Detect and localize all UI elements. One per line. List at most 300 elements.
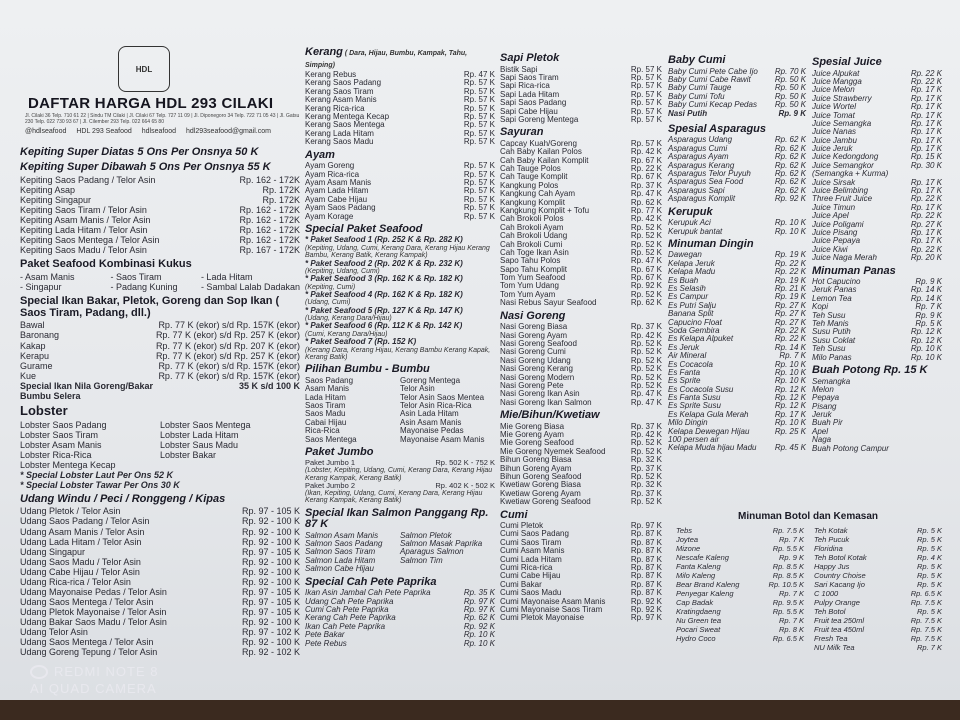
item-price: Rp. 12 K [910, 327, 942, 337]
item-name: Cumi Lada Hitam [500, 554, 562, 564]
item-price: Rp. 17 K [910, 110, 942, 120]
item-price: Rp. 19 K [774, 275, 806, 285]
item-price: Rp. 52 K [630, 355, 662, 365]
botol-item [676, 598, 804, 607]
botol-item [676, 535, 804, 544]
lobster-item: Lobster Saus Madu [160, 439, 239, 450]
cah-pete-item [305, 640, 495, 648]
item-name: Kerupuk Aci [668, 218, 711, 228]
item-name: Sapi Cabe Hijau [500, 106, 558, 116]
kepiting-item [20, 245, 300, 255]
item-price: Rp. 17 K [774, 409, 806, 419]
item-price: Rp. 162 - 172K [239, 225, 300, 236]
pilihan-bumbu-item: Telor Asin [400, 384, 435, 394]
pilihan-bumbu-item: Telor Asin Rica-Rica [400, 400, 472, 410]
item-name: Kopi [812, 302, 829, 312]
item-name: Special Ikan Nila Goreng/Bakar [20, 380, 154, 391]
pilihan-bumbu-grid [305, 377, 495, 444]
item-name: Udang Bakar Saos Madu / Telor Asin [20, 617, 167, 628]
section-heading-minuman-botol: Minuman Botol dan Kemasan [738, 511, 879, 522]
item-price: Rp. 10 K [774, 218, 806, 228]
botol-item [814, 526, 942, 535]
paket-jumbo-list [305, 459, 495, 504]
paket-item: * Paket Seafood 1 (Rp. 252 K & Rp. 282 K) [305, 235, 463, 245]
item-price: Rp. 50 K [774, 91, 806, 101]
buah-item: Pepaya [812, 393, 840, 403]
item-price: Rp. 7 K [778, 589, 804, 598]
item-name: Juice Nanas [812, 127, 857, 137]
minuman-botol-left [676, 526, 804, 652]
botol-item [676, 544, 804, 553]
social-handle: HDL 293 Seafood [76, 128, 132, 135]
item-price: Rp. 97 - 102 K [241, 627, 300, 638]
item-name: Kerang Saos Mentega [305, 120, 385, 130]
botol-item [676, 562, 804, 571]
item-name: Teh Manis [812, 319, 849, 329]
item-name: Ikan Cah Pete Paprika [305, 621, 386, 631]
buah-item: Semangka [812, 376, 851, 386]
item-price: Rp. 52 K [630, 380, 662, 390]
heading-asparagus: Spesial Asparagus [668, 122, 767, 135]
heading-mie: Mie/Bihun/Kwetiaw [500, 409, 600, 422]
heading-udang: Udang Windu / Peci / Ronggeng / Kipas [20, 493, 226, 506]
item-name: Cah Tauge Komplit [500, 172, 568, 182]
item-price: Rp. 50 K [774, 83, 806, 93]
item-name: Cumi Cabe Hijau [500, 571, 561, 581]
item-price: Rp. 6.5 K [910, 589, 942, 598]
botol-item [676, 607, 804, 616]
item-name: Juice Kedongdong [812, 152, 879, 162]
item-price: Rp. 52 K [630, 347, 662, 357]
item-price: Rp. 57 K [463, 169, 495, 179]
udang-item [20, 547, 300, 557]
item-price: Rp. 6.5 K [772, 634, 804, 643]
salmon-item: Salmon Lada Hitam [305, 555, 376, 565]
item-price: Rp. 167 - 172K [239, 245, 300, 256]
salmon-item: Salmon Saos Padang [305, 539, 383, 549]
item-price: Rp. 7 K [779, 351, 806, 361]
item-name: Mie Goreng Biasa [500, 421, 565, 431]
item-name: Ikan Asin Jambal Cah Pete Paprika [305, 588, 431, 598]
item-price: Rp. 87 K [630, 537, 662, 547]
item-price: Rp. 9 K [778, 108, 806, 118]
item-price: Rp. 17 K [910, 118, 942, 128]
item-name: Kerang Saos Padang [305, 78, 382, 88]
item-price: Rp. 67 K [630, 264, 662, 274]
botol-item [676, 553, 804, 562]
item-price: Rp. 12 K [774, 393, 806, 403]
item-name: Ayam Saos Padang [305, 203, 376, 213]
item-name: Tebs [676, 526, 692, 535]
paket-description: (Udang, Cumi) [305, 299, 351, 307]
item-name: Pete Bakar [305, 630, 345, 640]
item-price: Rp. 52 K [630, 438, 662, 448]
udang-item [20, 537, 300, 547]
item-name: Udang Telor Asin [20, 627, 88, 638]
buah-item: Naga [812, 435, 832, 445]
item-name: Cah Tauge Polos [500, 164, 561, 173]
item-price: Rp. 17 K [910, 93, 942, 103]
item-price: Rp. 7 K [915, 302, 942, 312]
item-price: Rp. 92 - 100 K [241, 617, 300, 628]
column-1 [20, 143, 300, 658]
ikan-item [20, 371, 300, 381]
item-price: Rp. 92 - 100 K [241, 526, 300, 537]
item-price: Rp. 57 K [463, 203, 495, 213]
udang-item [20, 516, 300, 526]
item-price: Rp. 50 K [774, 100, 806, 110]
item-price: Rp. 12 K [910, 335, 942, 345]
item-price: Rp. 57 K [463, 112, 495, 122]
item-name: Kangkung Polos [500, 180, 559, 190]
item-price: Rp. 57 K [463, 186, 495, 196]
item-name: Asparagus Sapi [668, 185, 725, 195]
item-name: Nasi Goreng Ikan Salmon [500, 397, 592, 407]
item-name: Joytea [676, 535, 699, 544]
heading-pilihan-bumbu: Pilihan Bumbu - Bumbu [305, 363, 430, 376]
item-price: Rp. 52 K [630, 222, 662, 232]
item-name: Juice Jambu [812, 135, 857, 145]
item-price: Rp. 57 K [630, 98, 662, 108]
botol-item [814, 643, 942, 652]
heading-sayuran: Sayuran [500, 126, 544, 139]
item-price: Rp. 21 K [774, 284, 806, 293]
botol-item [814, 553, 942, 562]
item-price: Rp. 57 K [463, 161, 495, 171]
item-name: Kepiting Saos Tiram / Telor Asin [20, 204, 147, 215]
item-name: Sapi Lada Hitam [500, 89, 560, 99]
item-name: Cumi Mayonaise Saos Tiram [500, 605, 603, 614]
lobster-note: * Special Lobster Laut Per Ons 52 K [20, 469, 174, 480]
item-name: Nasi Goreng Cumi [500, 347, 566, 357]
item-price: Rp. 162 - 172K [239, 214, 300, 225]
item-price: Rp. 77 K (ekor) s/d Rp. 257 K (ekor) [155, 350, 300, 361]
item-price: Rp. 47 K [630, 256, 662, 266]
item-name: Udang Saos Padang / Telor Asin [20, 516, 150, 527]
item-name: Cumi Rica-rica [500, 563, 553, 573]
item-price: Rp. 47 K [630, 189, 662, 199]
pilihan-bumbu-item: Saos Mentega [305, 434, 357, 444]
item-price: Rp. 97 - 105 K [241, 506, 300, 517]
item-name: Juice Belimbing [812, 186, 869, 196]
kepiting-item [20, 225, 300, 235]
paket-kukus-item: - Lada Hitam [200, 271, 253, 282]
item-price: Rp. 15 K [910, 152, 942, 162]
item-price: Rp. 22 K [774, 334, 806, 344]
item-price: Rp. 62 K [774, 143, 806, 153]
botol-item [814, 544, 942, 553]
item-name: Juice Strawberry [812, 93, 872, 103]
item-name: Udang Cah Pete Paprika [305, 596, 394, 606]
item-name: Juice Mangga [812, 76, 862, 86]
kepiting-item [20, 175, 300, 185]
buah-item: Jeruk [812, 410, 832, 420]
pilihan-bumbu-item: Asin Asam Manis [400, 417, 462, 427]
item-name: Juice Semangkor [812, 160, 874, 170]
item-name: Udang Saos Mentega / Telor Asin [20, 637, 154, 648]
item-name: Kerupuk bantat [668, 226, 723, 236]
pilihan-bumbu-item: Rica-Rica [305, 426, 340, 436]
item-name: Paket Jumbo 1 [305, 458, 356, 468]
item-name: Susu Coklat [812, 335, 856, 345]
item-price: Rp. 87 K [630, 571, 662, 581]
juice-item [812, 254, 942, 262]
kerang-item [305, 138, 495, 146]
social-handle: hdl293seafood@gmail.com [186, 128, 271, 135]
pilihan-bumbu-item: Asam Manis [305, 384, 350, 394]
item-name: Udang Rica-rica / Telor Asin [20, 576, 131, 587]
item-price: Rp. 92 - 100 K [241, 556, 300, 567]
item-name: Milo Dingin [668, 418, 708, 428]
item-price: Rp. 10 K [774, 226, 806, 236]
item-name: Udang Singapur [20, 546, 86, 557]
paket-item: * Paket Seafood 3 (Rp. 162 K & Rp. 182 K) [305, 274, 463, 284]
column-5 [812, 54, 942, 453]
salmon-item: Salmon Cabe Hijau [305, 564, 374, 574]
buah-item: Buah Pir [812, 418, 843, 428]
item-name: Kerang Asam Manis [305, 95, 377, 105]
item-price: Rp. 92 - 100 K [241, 516, 300, 527]
item-price: Rp. 22 K [910, 244, 942, 254]
item-name: Nasi Goreng Ayam [500, 330, 567, 340]
udang-item [20, 617, 300, 627]
item-price: Rp. 25 K [774, 426, 806, 436]
botol-item [814, 535, 942, 544]
botol-item [676, 526, 804, 535]
item-name: Es Fanta [668, 367, 701, 377]
item-name: Kepiting Lada Hitam / Telor Asin [20, 225, 148, 236]
item-name: Ayam Cabe Hijau [305, 194, 368, 204]
item-name: Kerang Saos Tiram [305, 86, 374, 96]
item-name: Bear Brand Kaleng [676, 580, 740, 589]
nila-row [20, 381, 300, 391]
item-name: Juice Timun [812, 202, 856, 212]
item-price: Rp. 17 K [910, 227, 942, 237]
item-price: Rp. 30 K [910, 160, 942, 170]
ikan-item [20, 341, 300, 351]
item-price: Rp. 12 K [774, 384, 806, 394]
item-price: Rp. 10 K [463, 630, 495, 640]
kepiting-item [20, 235, 300, 245]
paket-kukus-grid [20, 272, 300, 292]
camera-watermark [30, 664, 158, 698]
udang-item [20, 527, 300, 537]
item-price: Rp. 7 K [778, 535, 804, 544]
heading-salmon: Special Ikan Salmon Panggang Rp. 87 K [305, 506, 489, 531]
item-name: Cah Brokoli Udang [500, 231, 568, 241]
item-price: Rp. 17 K [910, 186, 942, 196]
item-name: Asparagus Ayam [668, 152, 729, 162]
udang-item [20, 627, 300, 637]
item-name: Country Choise [814, 571, 866, 580]
item-price: Rp. 52 K [630, 446, 662, 456]
paket-kukus-item: - Singapur [20, 281, 62, 292]
item-price: Rp. 22 K [774, 258, 806, 268]
paket-kukus-item: - Saos Tiram [110, 271, 162, 282]
paket-description: (Kepiting, Udang, Cumi, Kerang Dara, Kerang Hijau Kerang Bambu, Kerang Batik, Kerang Kampak) [305, 244, 490, 260]
item-price: Rp. 77 K (ekor) s/d Rp. 257 K (ekor) [155, 330, 300, 341]
salmon-item: Salmon Tim [400, 555, 443, 565]
item-name: Sapo Tahu Polos [500, 256, 561, 266]
item-price: Rp. 97 - 105 K [241, 607, 300, 618]
camera-lens-icon [30, 665, 48, 679]
item-name: Kakap [20, 340, 46, 351]
item-name: Gurame [20, 360, 53, 371]
item-price: Rp. 172K [262, 194, 300, 205]
column-4 [668, 52, 806, 453]
item-name: Asparagus Cumi [668, 143, 728, 153]
botol-item [814, 571, 942, 580]
item-name: Kue [20, 370, 37, 381]
item-name: Teh Kotak [814, 526, 848, 535]
item-name: Tom Yum Seafood [500, 273, 566, 283]
kepiting-item [20, 195, 300, 205]
lobster-grid [20, 420, 300, 470]
item-name: Cah Brokoli Cumi [500, 239, 563, 249]
item-name: Ayam Goreng [305, 161, 355, 171]
botol-item [676, 634, 804, 643]
item-price: Rp. 57 K [630, 106, 662, 116]
heading-ayam: Ayam [305, 148, 335, 161]
item-price: Rp. 10 K [774, 359, 806, 369]
item-price: Rp. 97 K [463, 604, 495, 614]
heading-minuman-dingin: Minuman Dingin [668, 237, 754, 250]
item-name: Juice Sirsak [812, 177, 856, 187]
item-name: Kepiting Asam Manis / Telor Asin [20, 214, 151, 225]
item-name: Nescafe Kaleng [676, 553, 729, 562]
item-price: Rp. 5 K [915, 319, 942, 329]
item-name: Teh Susu [812, 310, 846, 320]
item-price: Rp. 8.5 K [772, 571, 804, 580]
lobster-item: Lobster Saos Tiram [20, 429, 99, 440]
item-price: Rp. 77 K (ekor) s/d Rp. 207 K (ekor) [155, 340, 300, 351]
sapi-item [500, 116, 662, 124]
item-price: Rp. 57 K [630, 72, 662, 82]
item-name: Kerapu [20, 350, 50, 361]
paket-item: * Paket Seafood 5 (Rp. 127 K & Rp. 147 K) [305, 305, 463, 315]
item-price: Rp. 77 K [630, 205, 662, 215]
item-price: Rp. 87 K [630, 554, 662, 564]
item-name: Mie Goreng Ayam [500, 430, 564, 440]
item-name: Cah Brokoli Ayam [500, 222, 564, 232]
pilihan-bumbu-item: Cabai Hijau [305, 417, 347, 427]
item-name: Teh Susu [812, 344, 846, 354]
item-price: Rp. 42 K [630, 147, 662, 157]
item-name: Nasi Goreng Ikan Asin [500, 389, 580, 399]
item-price: Rp. 57 K [630, 89, 662, 99]
botol-item [814, 562, 942, 571]
item-price: Rp. 37 K [630, 488, 662, 498]
item-price: Rp. 77 K (ekor) s/d Rp. 157K (ekor) [158, 360, 300, 371]
item-name: Pete Rebus [305, 638, 347, 648]
ikan-item [20, 361, 300, 371]
item-name: Es Selasih [668, 284, 706, 293]
item-price: Rp. 22 K [774, 325, 806, 335]
item-price: Rp. 47 K [630, 389, 662, 399]
heading-special-paket: Special Paket Seafood [305, 222, 423, 235]
item-price: Rp. 47 K [630, 397, 662, 407]
salmon-item: Salmon Masak Paprika [400, 539, 483, 549]
jumbo-item [305, 482, 495, 490]
item-name: Sapi Saos Tiram [500, 72, 559, 82]
lobster-note: * Special Lobster Tawar Per Ons 30 K [20, 479, 180, 490]
item-name: Juice Jeruk [812, 144, 853, 154]
item-name: Fresh Tea [814, 634, 848, 643]
kepiting-item [20, 215, 300, 225]
item-name: Nu Green tea [676, 616, 722, 625]
udang-item [20, 577, 300, 587]
social-links [25, 128, 271, 135]
item-price: Rp. 52 K [630, 497, 662, 507]
mie-item [500, 498, 662, 506]
item-price: Rp. 10 K [910, 344, 942, 354]
salmon-item: Salmon Saos Tiram [305, 547, 376, 557]
udang-item [20, 647, 300, 657]
column-2 [305, 44, 495, 648]
heading-kerang: Kerang ( Dara, Hijau, Bumbu, Kampak, Tahu, Simping) [305, 46, 468, 69]
item-name: NU Milk Tea [814, 643, 855, 652]
lobster-item: Lobster Rica-Rica [20, 449, 92, 460]
item-price: Rp. 7.5 K [910, 625, 942, 634]
item-price: Rp. 57 K [630, 64, 662, 74]
item-name: Kerang Rebus [305, 70, 357, 80]
item-name: Cah Baby Kailan Komplit [500, 155, 589, 165]
item-name: Bihun Goreng Seafood [500, 471, 582, 481]
item-price: Rp. 97 - 105 K [241, 546, 300, 557]
pilihan-bumbu-item: Saos Tiram [305, 400, 346, 410]
item-name: Nasi Goreng Biasa [500, 322, 568, 332]
item-price: Rp. 37 K [630, 421, 662, 431]
item-price: Rp. 22 K [774, 267, 806, 277]
item-name: Nasi Goreng Udang [500, 355, 571, 365]
item-price: Rp. 8.5 K [772, 562, 804, 571]
item-name: Baby Cumi Kecap Pedas [668, 100, 757, 110]
botol-item [676, 625, 804, 634]
item-price: Rp. 52 K [630, 338, 662, 348]
item-name: Es Fanta Susu [668, 393, 721, 403]
udang-item [20, 587, 300, 597]
item-price: Rp. 57 K [463, 86, 495, 96]
item-name: Nasi Goreng Kerang [500, 364, 573, 374]
cumi-item [500, 614, 662, 622]
item-price: Rp. 7.5 K [910, 598, 942, 607]
item-name: Udang Asam Manis / Telor Asin [20, 526, 145, 537]
item-price: Rp. 92 - 100 K [241, 576, 300, 587]
item-name: Cumi Saos Tiram [500, 537, 562, 547]
item-price: Rp. 10 K [910, 352, 942, 362]
special-paket-list [305, 236, 495, 361]
item-name: Sapi Saos Padang [500, 98, 567, 108]
item-price: Rp. 57 K [463, 120, 495, 130]
social-handle: @hdlseafood [25, 128, 67, 135]
item-name: Es Sprite [668, 376, 701, 386]
item-name: Kangkung Komplit [500, 197, 565, 207]
item-price: Rp. 92 - 100 K [241, 566, 300, 577]
item-price: Rp. 20 K [910, 253, 942, 263]
botol-item [814, 598, 942, 607]
item-price: Rp. 37 K [630, 322, 662, 332]
item-price: Rp. 22 K [910, 194, 942, 204]
item-price: Rp. 9.5 K [772, 598, 804, 607]
item-price: Rp. 22 K [630, 164, 662, 173]
item-name: Sapi Rica-rica [500, 81, 550, 91]
item-price: Rp. 52 K [630, 231, 662, 241]
item-price: Rp. 502 K - 752 K [435, 458, 495, 468]
item-price: Rp. 7 K [778, 616, 804, 625]
item-price: Rp. 7.5 K [772, 526, 804, 535]
item-name: Cumi Pletok Mayonaise [500, 613, 585, 623]
item-name: Baby Cumi Tauge [668, 83, 732, 93]
